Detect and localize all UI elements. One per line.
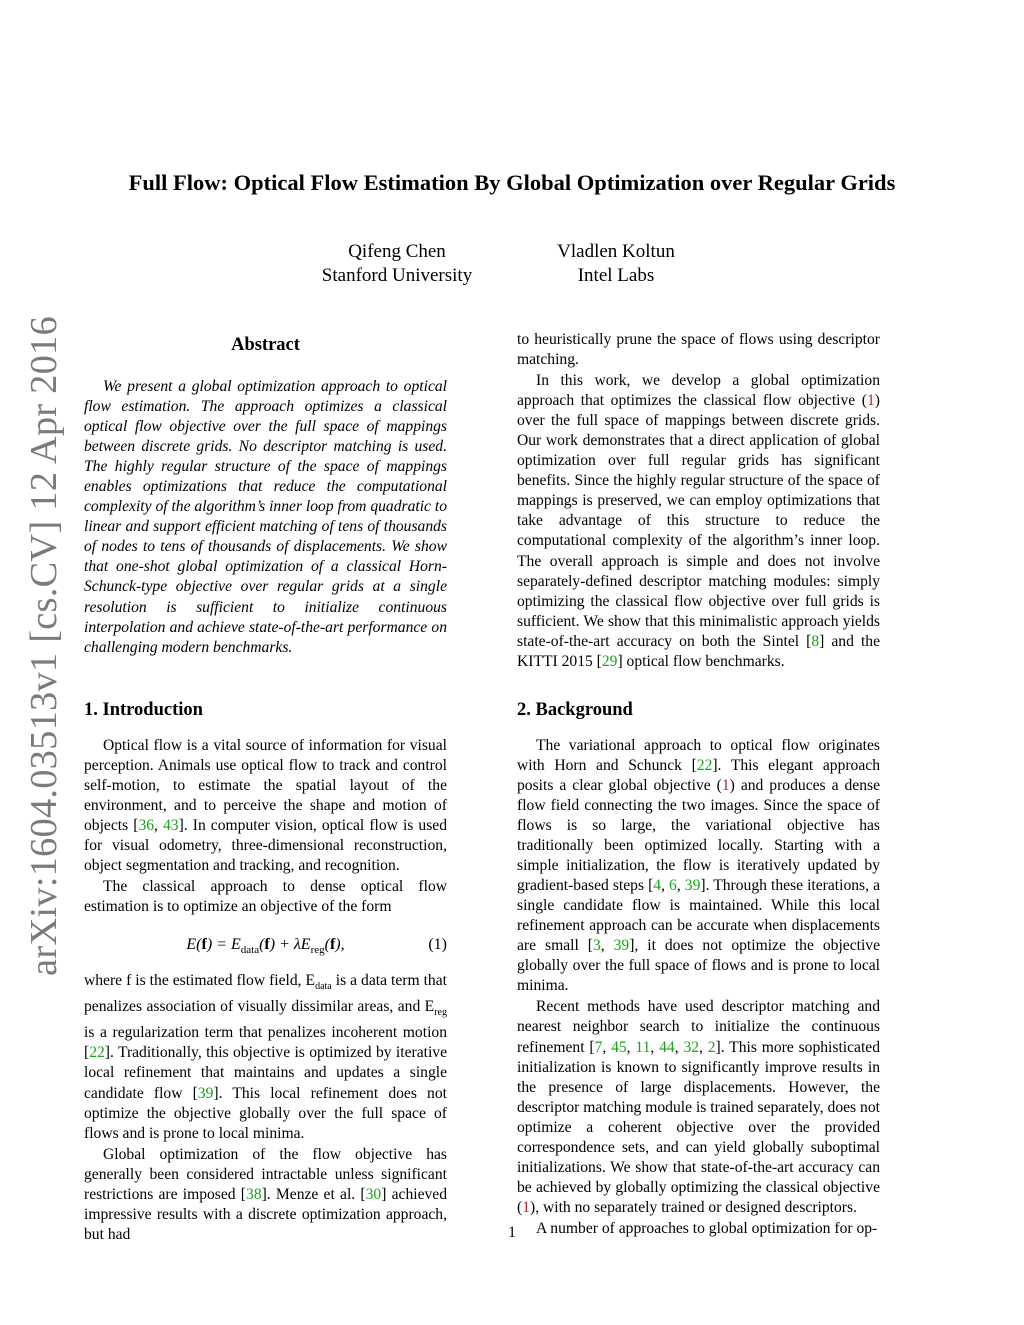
intro-paragraph-4: Global optimization of the flow objective has generally been considered intractable unless significant restrictions are imposed [38]. Menze et al. [30] achieved impressive results with a discrete optimization approach, but had [84,1145,448,1243]
abstract-heading: Abstract [231,335,300,355]
equation-number: (1) [428,936,447,954]
citation-link[interactable]: 44 [659,1038,675,1056]
equation-body: $E(f) = E_{data}(f) + \lambda E_{reg}(f)$, [186,936,345,957]
equation-ref-link[interactable]: 1 [867,392,875,410]
author-name: Qifeng Chen [348,241,446,262]
citation-link[interactable]: 2 [707,1038,716,1056]
section-heading-background: 2. Background [517,699,633,720]
citation-link[interactable]: 43 [163,816,179,834]
citation-link[interactable]: 39 [684,877,701,895]
background-paragraph-1: The variational approach to optical flow originates with Horn and Schunck [22]. This elegant approach posits a clear global objective (1) and produces a dense flow field connecting the two images. Since the space of flows is so large, the variational objective has traditionally been optimized locally. Starting with a simple initialization, the flow is iteratively updated by gradient-based steps [4, 6, 39]. Through these iterations, a single candidate flow is maintained. While this local refinement approach can be accurate when displacements are small [3, 39], it does not optimize the objective globally over the full space of flows and is prone to local minima. [517,736,881,995]
abstract-text: We present a global optimization approach to optical flow estimation. The approach optimizes a classical optical flow objective over the full space of mappings between discrete grids. No descriptor matching is used. The highly regular structure of the space of mappings enables optimizations that reduce the computational complexity of the algorithm’s inner loop from quadratic to linear and support efficient matching of tens of thousands of nodes to tens of thousands of displacements. We show that one-shot global optimization of a classical Horn-Schunck-type objective over regular grids at a single resolution is sufficient to initialize continuous interpolation and achieve state-of-the-art performance on challenging modern benchmarks. [84,378,447,656]
background-paragraph-2: Recent methods have used descriptor matching and nearest neighbor search to initialize the continuous refinement [7, 45, 11, 44, 32, 2]. This more sophisticated initialization is known to significantly improve results in the presence of large displacements. However, the descriptor matching module is trained separately, does not optimize a coherent objective over the provided correspondence sets, and can yield globally suboptimal initializations. We show that state-of-the-art accuracy can be achieved by globally optimizing the classical objective (1), with no separately trained or designed descriptors. [517,998,880,1216]
author-affiliation: Stanford University [321,265,473,286]
section-heading-introduction: 1. Introduction [84,699,203,720]
citation-link[interactable]: 39 [197,1084,214,1102]
intro-paragraph-3: where f is the estimated flow field, $E_{data}$ is a data term that penalizes association of visually dissimilar areas, and $E_{reg}$ is a regularization term that penalizes incoherent motion [22]. Traditionally, this objective is optimized by iterative local refinement that maintains and updates a single candidate flow [39]. This local refinement does not optimize the objective globally over the full space of flows and is prone to local minima. [84,972,447,1142]
citation-link[interactable]: 38 [246,1185,262,1203]
equation-ref-link[interactable]: 1 [522,1198,530,1216]
citation-link[interactable]: 30 [365,1185,382,1203]
citation-link[interactable]: 29 [601,652,618,670]
citation-link[interactable]: 6 [669,877,677,895]
citation-link[interactable]: 22 [696,756,713,774]
left-column [84,330,447,1245]
citation-link[interactable]: 8 [811,632,820,650]
author-name: Vladlen Koltun [557,241,675,262]
author-block-2 [486,240,746,288]
equation-ref-link[interactable]: 1 [721,776,730,794]
citation-link[interactable]: 4 [653,877,662,895]
equation-1 [84,925,447,965]
citation-link[interactable]: 45 [611,1038,627,1056]
right-column [517,330,880,1239]
citation-link[interactable]: 11 [635,1038,651,1056]
citation-link[interactable]: 7 [594,1038,603,1056]
intro-paragraph-1: Optical flow is a vital source of information for visual perception. Animals use optical flow to track and control self-motion, to estimate the spatial layout of the environment, and to perceive the shape and motion of objects [36, 43]. In computer vision, optical flow is used for visual odometry, three-dimensional reconstruction, object segmentation and tracking, and recognition. [84,736,448,874]
author-affiliation: Intel Labs [577,265,655,286]
intro-paragraph-2: The classical approach to dense optical flow estimation is to optimize an objective of the form [84,877,447,916]
arxiv-identifier: arXiv:1604.03513v1 [cs.CV] 12 Apr 2016 [23,316,65,976]
right-paragraph-1: In this work, we develop a global optimization approach that optimizes the classical flow objective (1) over the full space of mappings between discrete grids. Our work demonstrates that a direct application of global optimization over full regular grids has significant benefits. Since the highly regular structure of the space of mappings is preserved, we can employ optimizations that take advantage of this structure to reduce the computational complexity of the algorithm’s inner loop. The overall approach is simple and does not involve separately-defined descriptor matching modules: simply optimizing the classical flow objective over full grids is sufficient. We show that this minimalistic approach yields state-of-the-art accuracy on both the Sintel [8] and the KITTI 2015 [29] optical flow benchmarks. [517,372,880,670]
citation-link[interactable]: 36 [138,816,155,834]
citation-link[interactable]: 22 [89,1044,105,1062]
page-number: 1 [508,1224,516,1241]
paper-title: Full Flow: Optical Flow Estimation By Global Optimization over Regular Grids [128,170,896,195]
citation-link[interactable]: 39 [613,937,630,955]
right-paragraph-0: to heuristically prune the space of flows using descriptor matching. [517,331,880,369]
citation-link[interactable]: 3 [592,937,601,955]
background-paragraph-3: A number of approaches to global optimization for op- [536,1219,878,1237]
citation-link[interactable]: 32 [683,1038,700,1056]
